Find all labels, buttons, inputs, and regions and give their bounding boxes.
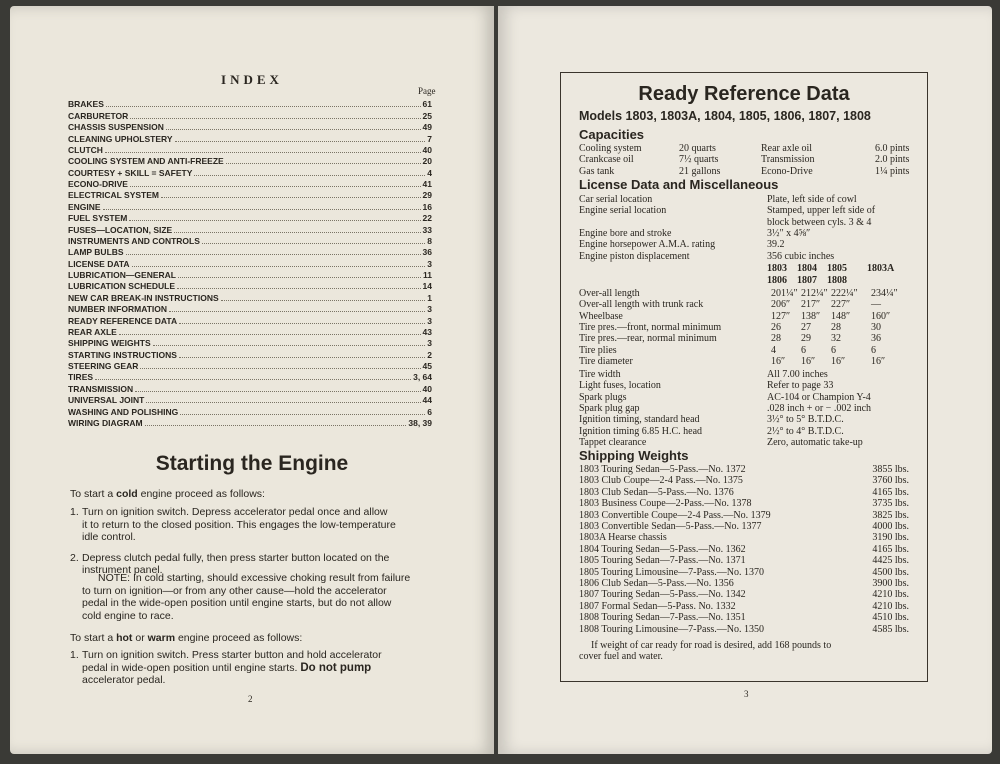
index-entry-label: WASHING AND POLISHING	[68, 406, 179, 417]
spec-label: Engine piston displacement	[579, 250, 690, 262]
spec-row	[579, 369, 919, 380]
index-entry	[68, 406, 432, 417]
spec-value: All 7.00 inches	[767, 369, 828, 380]
shipping-label: 1803 Touring Sedan—5-Pass.—No. 1372	[579, 464, 746, 475]
table-cell: 201¼″	[771, 288, 798, 299]
capacity-v: 7½ quarts	[679, 154, 719, 166]
index-entry	[68, 145, 432, 156]
index-entry	[68, 133, 432, 144]
index-entry	[68, 349, 432, 360]
shipping-weight: 3825 lbs.	[872, 509, 909, 521]
index-entry-page: 16	[422, 201, 432, 212]
index-entry-page: 25	[422, 110, 432, 121]
shipping-row	[579, 612, 909, 623]
shipping-label: 1807 Touring Sedan—5-Pass.—No. 1342	[579, 589, 746, 601]
index-leader-dots	[175, 141, 426, 142]
index-entry-page: 3	[427, 304, 432, 315]
table-cell: 160″	[871, 310, 891, 322]
index-leader-dots	[95, 379, 411, 380]
index-entry	[68, 156, 432, 167]
shipping-weight: 3855 lbs.	[872, 464, 909, 475]
shipping-row	[579, 510, 909, 521]
table-row	[579, 311, 919, 322]
index-leader-dots	[135, 391, 420, 392]
table-header: 1804	[797, 263, 817, 274]
index-leader-dots	[132, 266, 426, 267]
table-row-label: Tire plies	[579, 344, 617, 356]
table-row-label: Tire diameter	[579, 355, 633, 367]
spec-value: Stamped, upper left side of	[767, 205, 876, 217]
index-entry-page: 3	[427, 315, 432, 326]
capacity-l2: Econo-Drive	[761, 165, 813, 177]
left-page	[10, 6, 494, 754]
index-entry-label: STARTING INSTRUCTIONS	[68, 349, 177, 360]
footnote-line: If weight of car ready for road is desired, add 168 pounds to	[591, 640, 832, 651]
index-leader-dots	[106, 106, 421, 107]
index-entry-page: 2	[427, 349, 432, 360]
index-entry	[68, 327, 432, 338]
shipping-label: 1808 Touring Sedan—7-Pass.—No. 1351	[579, 612, 746, 624]
step-line: Turn on ignition switch. Press starter button and hold accelerator	[82, 649, 382, 661]
index-page-header: Page	[418, 86, 436, 96]
shipping-weight: 4210 lbs.	[872, 600, 909, 612]
shipping-row	[579, 555, 909, 566]
index-entry-label: COURTESY + SKILL = SAFETY	[68, 167, 193, 178]
index-entry-label: CLEANING UPHOLSTERY	[68, 133, 173, 144]
index-entry	[68, 315, 432, 326]
table-cell: 16″	[801, 355, 816, 367]
index-leader-dots	[130, 186, 421, 187]
note-line: NOTE: In cold starting, should excessive choking result from failure	[98, 572, 411, 584]
shipping-weight: 4165 lbs.	[872, 543, 909, 555]
index-entry	[68, 213, 432, 224]
index-entry-label: LICENSE DATA	[68, 258, 130, 269]
index-leader-dots	[145, 425, 407, 426]
spec-value: Zero, automatic take-up	[767, 436, 863, 448]
shipping-label: 1806 Club Sedan—5-Pass.—No. 1356	[579, 578, 734, 589]
table-row-label: Wheelbase	[579, 310, 623, 322]
index-entry-label: TIRES	[68, 372, 94, 383]
index-entry	[68, 122, 432, 133]
spec-row	[579, 194, 919, 205]
note-line: to turn on ignition—or from any other cause—hold the accelerator	[82, 584, 387, 597]
shipping-row	[579, 578, 909, 589]
index-leader-dots	[126, 254, 421, 255]
spec-label: Car serial location	[579, 194, 653, 205]
table-cell: 148″	[831, 310, 851, 322]
index-leader-dots	[166, 129, 421, 130]
capacity-v: 20 quarts	[679, 143, 716, 154]
index-entry-page: 8	[427, 235, 432, 246]
spec-value: 356 cubic inches	[767, 250, 835, 262]
shipping-label: 1803 Club Sedan—5-Pass.—No. 1376	[579, 486, 734, 498]
index-entry-page: 36	[422, 247, 432, 258]
table-cell: 6	[871, 344, 876, 356]
shipping-label: 1805 Touring Limousine—7-Pass.—No. 1370	[579, 566, 764, 578]
index-entry-page: 1	[427, 292, 432, 303]
table-header: 1807	[797, 275, 817, 286]
index-leader-dots	[180, 414, 425, 415]
step-number: 2.	[70, 551, 79, 564]
step-number: 1.	[70, 506, 79, 518]
table-cell: —	[871, 299, 881, 311]
table-cell: 29	[801, 333, 811, 345]
table-row	[579, 322, 919, 333]
step-line: instrument panel.	[82, 564, 163, 576]
shipping-label: 1803A Hearse chassis	[579, 532, 667, 544]
table-header: 1805	[827, 263, 847, 274]
capacity-v2: 2.0 pints	[875, 154, 910, 166]
table-cell: 28	[771, 333, 781, 345]
index-entry-page: 49	[422, 122, 432, 133]
step-number: 1.	[70, 649, 79, 661]
shipping-label: 1804 Touring Sedan—5-Pass.—No. 1362	[579, 543, 746, 555]
index-entry-label: TRANSMISSION	[68, 383, 134, 394]
index-title: INDEX	[221, 72, 283, 87]
index-entry	[68, 418, 432, 429]
index-entry-label: CLUTCH	[68, 144, 103, 155]
index-entry-label: LAMP BULBS	[68, 247, 124, 258]
spec-row	[579, 239, 919, 250]
spec-label: Ignition timing, standard head	[579, 414, 700, 426]
index-entry-page: 29	[422, 190, 432, 201]
index-entry-page: 40	[422, 383, 432, 394]
index-entry	[68, 190, 432, 201]
index-leader-dots	[129, 220, 420, 221]
spec-label: Tire width	[579, 369, 621, 380]
right-page	[498, 6, 992, 754]
index-leader-dots	[179, 357, 425, 358]
capacity-l: Cooling system	[579, 143, 642, 154]
spec-label: Spark plug gap	[579, 402, 640, 414]
shipping-label: 1803 Business Coupe—2-Pass.—No. 1378	[579, 498, 752, 510]
index-entry-page: 61	[422, 99, 432, 110]
shipping-weight: 3190 lbs.	[872, 532, 909, 544]
shipping-row	[579, 624, 909, 635]
index-leader-dots	[202, 243, 425, 244]
spec-row	[579, 217, 919, 228]
index-entry-page: 3	[427, 258, 432, 269]
shipping-row	[579, 544, 909, 555]
shipping-row	[579, 589, 909, 600]
index-entry-page: 43	[422, 326, 432, 337]
spec-value: block between cyls. 3 & 4	[767, 216, 872, 228]
index-entry	[68, 372, 432, 383]
index-entry-label: WIRING DIAGRAM	[68, 417, 143, 428]
index-entry	[68, 110, 432, 121]
shipping-row	[579, 498, 909, 509]
shipping-label: 1807 Formal Sedan—5-Pass. No. 1332	[579, 600, 736, 612]
index-leader-dots	[103, 209, 421, 210]
spec-label: Light fuses, location	[579, 380, 661, 392]
spec-value: 39.2	[767, 239, 785, 251]
table-cell: 4	[771, 344, 776, 356]
note-line: cold engine to race.	[82, 609, 174, 622]
table-cell: 212¼″	[801, 288, 828, 299]
index-entry-page: 44	[422, 395, 432, 406]
shipping-row	[579, 567, 909, 578]
shipping-weight: 4425 lbs.	[872, 555, 909, 567]
capacity-v2: 1¼ pints	[875, 165, 910, 177]
index-leader-dots	[130, 118, 420, 119]
table-cell: 27	[801, 321, 811, 333]
capacities-heading: Capacities	[579, 127, 645, 142]
hot-intro: To start a hot or warm engine proceed as follows:	[70, 632, 303, 644]
table-cell: 16″	[871, 355, 886, 367]
table-cell: 217″	[801, 299, 821, 311]
index-entry	[68, 292, 432, 303]
index-entry-page: 14	[422, 281, 432, 292]
index-leader-dots	[226, 163, 421, 164]
shipping-row	[579, 601, 909, 612]
index-leader-dots	[161, 197, 421, 198]
shipping-weight: 4500 lbs.	[872, 566, 909, 578]
table-row	[579, 299, 919, 310]
spec-row	[579, 392, 919, 403]
table-header: 1803A	[867, 263, 895, 274]
spec-row	[579, 403, 919, 414]
table-cell: 16″	[771, 355, 786, 367]
page-number-right: 3	[744, 689, 749, 699]
spec-value: .028 inch + or − .002 inch	[767, 402, 872, 414]
index-leader-dots	[177, 288, 420, 289]
shipping-weight: 4000 lbs.	[872, 521, 909, 532]
page-number-left: 2	[248, 694, 253, 704]
table-cell: 6	[801, 344, 806, 356]
shipping-row	[579, 464, 909, 475]
index-entry-label: READY REFERENCE DATA	[68, 315, 178, 326]
capacity-l2: Rear axle oil	[761, 143, 813, 154]
index-entry-page: 4	[427, 167, 432, 178]
index-entry	[68, 201, 432, 212]
step-line: idle control.	[82, 531, 136, 543]
index-leader-dots	[140, 368, 420, 369]
index-leader-dots	[105, 152, 421, 153]
spec-label: Tappet clearance	[579, 436, 647, 448]
step-line: it to return to the closed position. This engages the low-temperature	[82, 518, 396, 531]
capacity-v2: 6.0 pints	[875, 143, 910, 154]
spec-row	[579, 251, 919, 262]
table-row-label: Over-all length	[579, 288, 640, 299]
step	[70, 649, 470, 687]
index-entry-page: 11	[423, 270, 432, 280]
index-entry-page: 41	[422, 179, 432, 189]
index-entry-page: 3, 64	[413, 372, 432, 383]
shipping-weight: 4585 lbs.	[872, 623, 909, 635]
index-entry-label: NEW CAR BREAK-IN INSTRUCTIONS	[68, 292, 219, 303]
spec-value: 3½° to 5° B.T.D.C.	[767, 414, 844, 426]
table-row	[579, 288, 919, 299]
index-entry-page: 33	[422, 224, 432, 235]
index-entry-label: STEERING GEAR	[68, 361, 139, 371]
index-entry-page: 40	[422, 144, 432, 155]
index-entry-page: 20	[422, 156, 432, 167]
index-leader-dots	[169, 311, 425, 312]
table-row	[579, 356, 919, 367]
index-leader-dots	[179, 323, 425, 324]
index-entry-label: ECONO-DRIVE	[68, 179, 128, 189]
index-entry	[68, 270, 432, 281]
step-line: Depress clutch pedal fully, then press starter button located on the	[82, 551, 390, 564]
index-entry	[68, 338, 432, 349]
index-list	[68, 99, 432, 429]
table-row-label: Over-all length with trunk rack	[579, 299, 704, 311]
index-leader-dots	[221, 300, 426, 301]
index-entry-label: REAR AXLE	[68, 326, 117, 337]
shipping-row	[579, 532, 909, 543]
spec-value: Plate, left side of cowl	[767, 194, 857, 205]
step-line: Turn on ignition switch. Depress accelerator pedal once and allow	[82, 506, 388, 518]
table-cell: 138″	[801, 310, 821, 322]
table-cell: 28	[831, 321, 841, 333]
table-cell: 6	[831, 344, 836, 356]
index-entry-label: FUEL SYSTEM	[68, 213, 128, 224]
index-entry-label: SHIPPING WEIGHTS	[68, 338, 151, 349]
index-entry	[68, 99, 432, 110]
shipping-row	[579, 475, 909, 486]
index-entry	[68, 361, 432, 372]
capacity-v: 21 gallons	[679, 165, 721, 177]
index-entry	[68, 179, 432, 190]
spec-row	[579, 380, 919, 391]
index-entry	[68, 304, 432, 315]
index-entry-label: ELECTRICAL SYSTEM	[68, 190, 159, 201]
index-entry-label: LUBRICATION—GENERAL	[68, 270, 176, 280]
models-line: Models 1803, 1803A, 1804, 1805, 1806, 1807, 1808	[579, 109, 871, 123]
index-entry	[68, 224, 432, 235]
index-entry-label: NUMBER INFORMATION	[68, 304, 167, 315]
index-entry-label: LUBRICATION SCHEDULE	[68, 281, 176, 292]
shipping-label: 1803 Convertible Sedan—5-Pass.—No. 1377	[579, 521, 762, 532]
table-row	[579, 345, 919, 356]
table-cell: 227″	[831, 299, 851, 311]
index-entry-page: 6	[427, 406, 432, 417]
shipping-row	[579, 521, 909, 532]
index-entry-label: BRAKES	[68, 99, 104, 110]
index-entry	[68, 167, 432, 178]
starting-engine-title: Starting the Engine	[155, 452, 349, 475]
index-entry	[68, 281, 432, 292]
index-entry	[68, 395, 432, 406]
capacity-l2: Transmission	[761, 154, 815, 166]
ready-reference-box	[560, 72, 928, 682]
shipping-label: 1803 Convertible Coupe—2-4 Pass.—No. 1379	[579, 509, 771, 521]
shipping-label: 1808 Touring Limousine—7-Pass.—No. 1350	[579, 623, 764, 635]
spec-value: Refer to page 33	[767, 380, 834, 392]
shipping-weight: 3760 lbs.	[872, 475, 909, 487]
spec-label: Spark plugs	[579, 391, 627, 403]
spec-value: AC-104 or Champion Y-4	[767, 391, 871, 403]
spec-row	[579, 228, 919, 239]
table-cell: 222¼″	[831, 288, 858, 299]
index-entry	[68, 258, 432, 269]
shipping-heading: Shipping Weights	[579, 448, 689, 463]
step	[70, 506, 470, 544]
step-line: accelerator pedal.	[82, 674, 166, 686]
index-entry-label: CARBURETOR	[68, 110, 129, 121]
table-cell: 30	[871, 321, 881, 333]
shipping-weight: 3900 lbs.	[872, 578, 909, 589]
spec-label: Ignition timing 6.85 H.C. head	[579, 425, 703, 437]
index-entry-label: UNIVERSAL JOINT	[68, 395, 145, 406]
spec-value: 3½″ x 4⅝″	[767, 227, 811, 239]
spec-label: Engine bore and stroke	[579, 227, 672, 239]
index-entry-label: ENGINE	[68, 201, 101, 212]
index-leader-dots	[194, 175, 425, 176]
index-leader-dots	[119, 334, 421, 335]
index-entry	[68, 247, 432, 258]
index-entry-label: FUSES—LOCATION, SIZE	[68, 224, 173, 235]
table-cell: 234¼″	[871, 288, 898, 299]
footnote-line: cover fuel and water.	[579, 651, 663, 663]
spec-label: Engine serial location	[579, 205, 667, 217]
index-leader-dots	[178, 277, 421, 278]
table-cell: 26	[771, 321, 781, 333]
capacity-l: Gas tank	[579, 165, 615, 177]
spec-row	[579, 437, 919, 448]
table-row-label: Tire pres.—front, normal minimum	[579, 321, 722, 333]
table-row	[579, 333, 919, 344]
table-header: 1803	[767, 263, 787, 274]
shipping-weight: 4510 lbs.	[872, 612, 909, 624]
shipping-weight: 3735 lbs.	[872, 498, 909, 510]
index-entry	[68, 383, 432, 394]
table-cell: 36	[871, 333, 881, 345]
table-header: 1806	[767, 275, 787, 286]
cold-intro: To start a cold engine proceed as follows:	[70, 488, 265, 500]
table-cell: 206″	[771, 299, 791, 311]
index-entry-page: 22	[422, 213, 432, 224]
shipping-label: 1803 Club Coupe—2-4 Pass.—No. 1375	[579, 475, 743, 487]
spec-row	[579, 205, 919, 216]
index-entry-label: CHASSIS SUSPENSION	[68, 122, 164, 133]
step-line: pedal in wide-open position until engine starts. Do not pump	[82, 661, 372, 674]
ready-reference-title: Ready Reference Data	[638, 83, 850, 105]
license-heading: License Data and Miscellaneous	[579, 177, 779, 192]
index-entry-page: 38, 39	[408, 417, 432, 428]
spec-row	[579, 426, 919, 437]
table-header: 1808	[827, 275, 847, 286]
shipping-label: 1805 Touring Sedan—7-Pass.—No. 1371	[579, 555, 746, 567]
table-cell: 32	[831, 333, 841, 345]
spec-row	[579, 414, 919, 425]
spec-value: 2½° to 4° B.T.D.C.	[767, 425, 844, 437]
shipping-row	[579, 487, 909, 498]
shipping-weight: 4165 lbs.	[872, 486, 909, 498]
index-entry	[68, 236, 432, 247]
index-entry-page: 45	[422, 361, 432, 371]
index-entry-label: COOLING SYSTEM AND ANTI-FREEZE	[68, 156, 224, 167]
table-cell: 16″	[831, 355, 846, 367]
index-entry-page: 3	[427, 338, 432, 349]
note-line: pedal in the wide-open position until engine starts, but do not allow	[82, 597, 392, 609]
capacity-l: Crankcase oil	[579, 154, 634, 166]
index-entry-page: 7	[427, 133, 432, 144]
table-cell: 127″	[771, 310, 791, 322]
spec-label: Engine horsepower A.M.A. rating	[579, 239, 716, 251]
index-leader-dots	[174, 232, 420, 233]
index-leader-dots	[146, 402, 420, 403]
shipping-weight: 4210 lbs.	[872, 589, 909, 601]
index-leader-dots	[153, 345, 426, 346]
table-row-label: Tire pres.—rear, normal minimum	[579, 333, 717, 345]
index-entry-label: INSTRUMENTS AND CONTROLS	[68, 235, 200, 246]
